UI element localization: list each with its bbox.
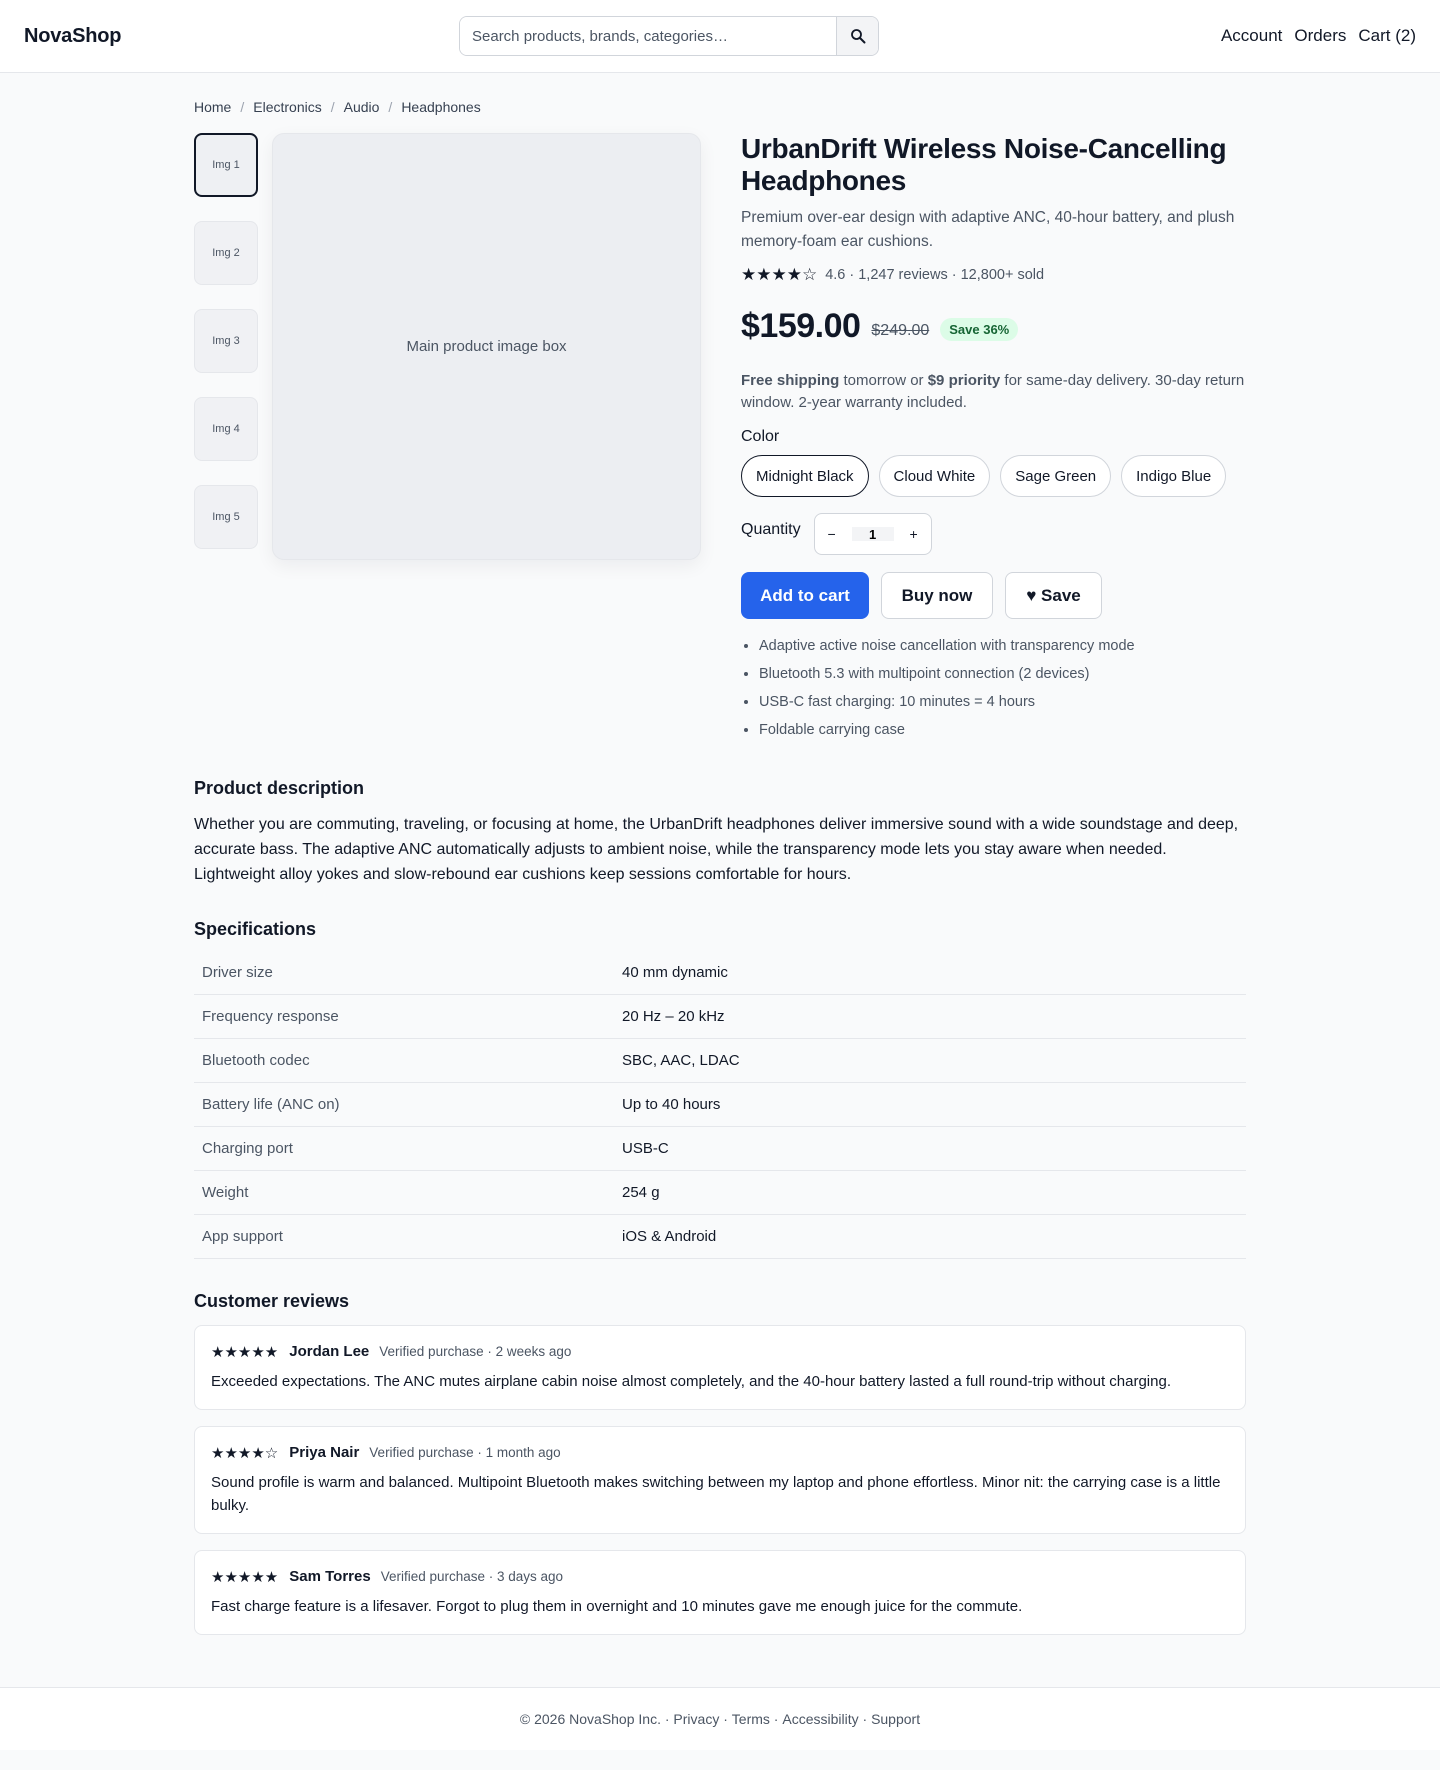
shipping-text-mid: tomorrow or [843,372,924,389]
review-meta: Verified purchase · 2 weeks ago [379,1344,572,1359]
spec-key: Bluetooth codec [194,1038,614,1082]
review-header [211,1343,1229,1361]
product-subtitle: Premium over-ear design with adaptive ANC, 40-hour battery, and plush memory-foam ear cushions. [741,209,1235,250]
color-label: Color [741,428,780,445]
spec-value: USB-C [614,1126,1246,1170]
free-shipping-label: Free shipping [741,372,840,389]
spec-value: 40 mm dynamic [614,952,1246,994]
price-row [741,307,1246,346]
reviewer-name: Jordan Lee [289,1343,370,1360]
reviewer-name: Sam Torres [289,1568,371,1585]
breadcrumb-audio[interactable]: Audio [343,99,380,115]
breadcrumb-home[interactable]: Home [194,99,232,115]
shipping-info [741,370,1246,414]
footer-separator: · [769,1710,783,1727]
feature-item: • Adaptive active noise cancellation with transparency mode [759,632,1246,660]
quantity-input[interactable] [852,527,894,541]
thumbnail-3[interactable]: Img 3 [194,309,258,373]
table-row [194,952,1246,994]
description-heading: Product description [194,778,365,798]
priority-shipping-label: $9 priority [927,372,1001,389]
thumbnail-list [194,133,258,744]
search-input[interactable] [460,17,836,55]
quantity-increment-button[interactable]: + [909,526,918,542]
product-info [741,133,1246,744]
review-stars-icon: ★★★★★ [211,1343,279,1361]
spec-value: iOS & Android [614,1214,1246,1258]
color-option-midnight-black[interactable]: Midnight Black [741,455,869,497]
main-product-image[interactable]: Main product image box [272,133,701,560]
cart-link[interactable]: Cart (2) [1358,26,1416,45]
table-row [194,1214,1246,1258]
purchase-actions [741,572,1246,619]
save-to-wishlist-button[interactable]: ♥ Save [1005,572,1102,619]
footer-accessibility-link[interactable]: Accessibility [782,1710,859,1727]
current-price: $159.00 [741,307,861,345]
quantity-decrement-button[interactable]: − [827,526,836,542]
quantity-row [741,513,1246,555]
table-row [194,1082,1246,1126]
review-card [194,1426,1246,1534]
footer-separator: · [719,1710,732,1727]
color-option-indigo-blue[interactable]: Indigo Blue [1121,455,1226,497]
feature-item: • Foldable carrying case [759,716,1246,744]
review-header [211,1568,1229,1586]
star-rating-icon: ★★★★☆ [741,265,818,284]
main-content [194,73,1246,1635]
spec-value: 254 g [614,1170,1246,1214]
account-link[interactable]: Account [1220,26,1283,45]
specifications-heading: Specifications [194,919,317,939]
footer-privacy-link[interactable]: Privacy [673,1710,720,1727]
spec-key: Driver size [194,952,614,994]
orders-link[interactable]: Orders [1294,26,1347,45]
review-meta: Verified purchase · 3 days ago [380,1569,564,1584]
search-icon [850,28,866,44]
spec-key: Weight [194,1170,614,1214]
review-stars-icon: ★★★★★ [211,1568,279,1586]
color-option-sage-green[interactable]: Sage Green [1000,455,1111,497]
table-row [194,1038,1246,1082]
review-body: Sound profile is warm and balanced. Multipoint Bluetooth makes switching between my laptop and phone effortless. Minor nit: the carrying case is a little bulky. [211,1473,1221,1514]
breadcrumb-separator: / [240,99,245,115]
review-body: Fast charge feature is a lifesaver. Forgot to plug them in overnight and 10 minutes gave me enough juice for the commute. [211,1597,1023,1615]
reviewer-name: Priya Nair [289,1444,360,1461]
description-text: Whether you are commuting, traveling, or focusing at home, the UrbanDrift headphones deliver immersive sound with a wide soundstage and deep, accurate bass. The adaptive ANC automatically adjusts to ambient noise, while the transparency mode lets you stay aware when needed. Lightweight alloy yokes and slow-rebound ear cushions keep sessions comfortable for hours. [194,816,1239,883]
shipping-text-rest: for same-day delivery. 30-day return window. 2-year warranty included. [741,372,1245,411]
review-card [194,1325,1246,1410]
copyright-text: © 2026 NovaShop Inc. [519,1710,661,1727]
search-bar [459,16,879,56]
quantity-stepper [814,513,932,555]
breadcrumb-separator: / [388,99,393,115]
spec-key: App support [194,1214,614,1258]
review-card [194,1550,1246,1635]
specifications-table [194,952,1246,1259]
original-price: $249.00 [871,321,930,339]
reviews-heading: Customer reviews [194,1290,350,1311]
spec-key: Charging port [194,1126,614,1170]
footer-terms-link[interactable]: Terms [731,1710,770,1727]
review-stars-icon: ★★★★☆ [211,1444,279,1462]
discount-badge: Save 36% [940,318,1018,341]
spec-key: Battery life (ANC on) [194,1082,614,1126]
spec-value: Up to 40 hours [614,1082,1246,1126]
buy-now-button[interactable]: Buy now [881,572,993,619]
header-nav [1221,26,1416,46]
review-meta: Verified purchase · 1 month ago [369,1445,561,1460]
spec-value: SBC, AAC, LDAC [614,1038,1246,1082]
page-footer [0,1687,1440,1750]
add-to-cart-button[interactable]: Add to cart [741,572,869,619]
thumbnail-1[interactable]: Img 1 [194,133,258,197]
footer-separator: · [660,1710,674,1727]
breadcrumb-separator: / [330,99,335,115]
feature-item: • Bluetooth 5.3 with multipoint connection (2 devices) [759,660,1246,688]
feature-item: • USB-C fast charging: 10 minutes = 4 hours [759,688,1246,716]
footer-separator: · [858,1710,872,1727]
brand-logo[interactable]: NovaShop [24,24,122,47]
rating-text[interactable]: 4.6 · 1,247 reviews · 12,800+ sold [825,267,1045,283]
top-navbar [0,0,1440,73]
rating-summary [741,265,1246,285]
color-options [741,455,1246,497]
product-title: UrbanDrift Wireless Noise-Cancelling Headphones [741,133,1227,196]
product-section [194,133,1246,744]
breadcrumb-headphones[interactable]: Headphones [401,99,481,115]
quantity-label: Quantity [741,521,801,538]
thumbnail-5[interactable]: Img 5 [194,485,258,549]
breadcrumb [194,99,1246,115]
spec-key: Frequency response [194,994,614,1038]
table-row [194,1170,1246,1214]
table-row [194,994,1246,1038]
review-header [211,1444,1229,1462]
breadcrumb-electronics[interactable]: Electronics [253,99,322,115]
table-row [194,1126,1246,1170]
thumbnail-4[interactable]: Img 4 [194,397,258,461]
thumbnail-2[interactable]: Img 2 [194,221,258,285]
color-option-cloud-white[interactable]: Cloud White [879,455,991,497]
review-body: Exceeded expectations. The ANC mutes airplane cabin noise almost completely, and the 40-hour battery lasted a full round-trip without charging. [211,1372,1171,1390]
spec-value: 20 Hz – 20 kHz [614,994,1246,1038]
footer-support-link[interactable]: Support [871,1710,921,1727]
feature-list [741,632,1246,744]
search-button[interactable] [836,17,878,55]
